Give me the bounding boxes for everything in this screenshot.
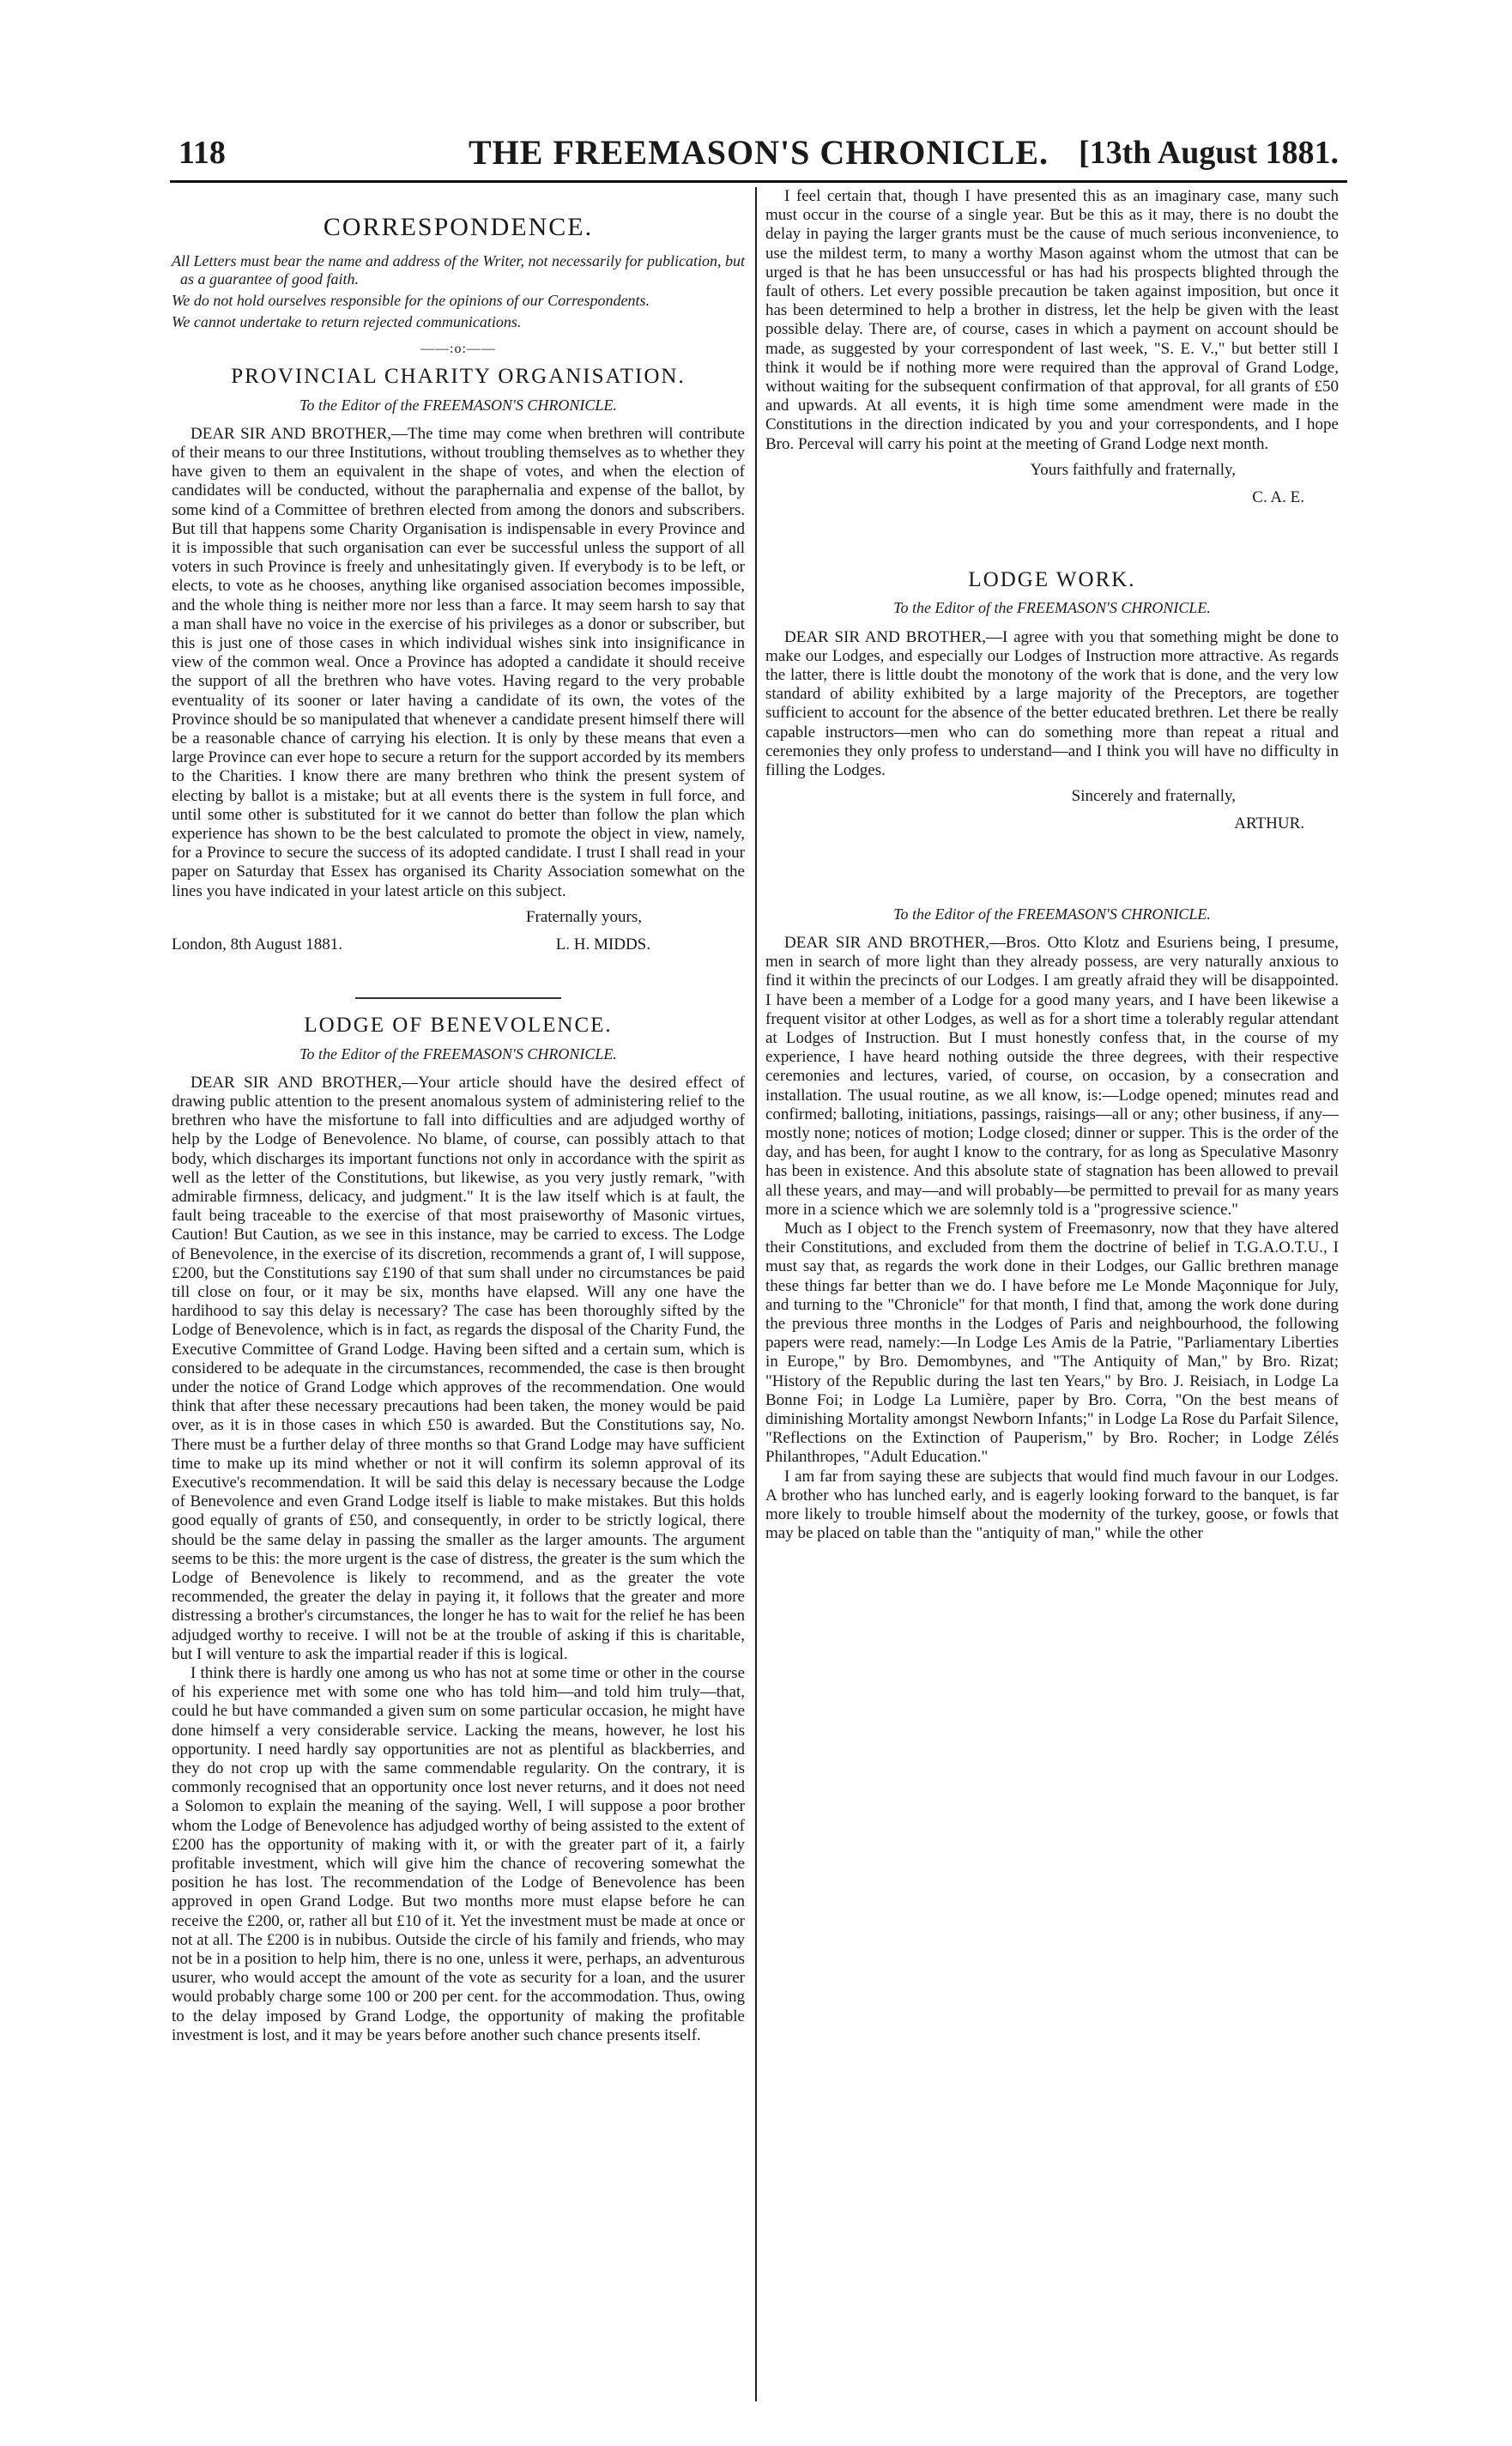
right-column [765, 187, 1339, 1543]
letter-text: —Your article should have the desired effect of drawing public attention to the present anomalous system of administering relief to the brethren who have the misfortune to fall into difficulties and are adjudged worthy of help by the Lodge of Benevolence. No blame, of course, can possibly attach to that body, which discharges its important functions not only in accordance with the spirit as well as the letter of the Constitutions, but likewise, as you very justly remark, "with admirable firmness, delicacy, and judgment." It is the law itself which is at fault, the fault being traceable to the exercise of that most praiseworthy of Masonic virtues, Caution! But Caution, as we see in this instance, may be carried to excess. The Lodge of Benevolence, in the exercise of its discretion, recommends a grant of, I will suppose, £200, but the Constitutions say £190 of that sum shall under no circumstances be paid till close on four, or it may be six, months have elapsed. Will any one have the hardihood to say this delay is necessary? The case has been thoroughly sifted by the Lodge of Benevolence, which is in fact, as regards the disposal of the Charity Fund, the Executive Committee of Grand Lodge. Having been sifted and a certain sum, which is considered to be adequate in the circumstances, recommended, the case is then brought under the notice of Grand Lodge which approves of the recommendation. One would think that after these necessary precautions had been taken, the money would be paid over, as it is in those cases in which £50 is awarded. But the Constitutions say, No. There must be a further delay of three months so that Grand Lodge may have sufficient time to make up its mind whether or not it will confirm its solemn approval of its Executive's recommendation. It will be said this delay is necessary because the Lodge of Benevolence and even Grand Lodge itself is liable to make mistakes. But this holds good equally of grants of £50, and consequently, in order to be strictly logical, there should be the same delay in passing the smaller as the larger amounts. The argument seems to be this: the more urgent is the case of distress, the greater is the sum which the Lodge of Benevolence is likely to recommend, and as the greater the vote recommended, the greater the delay in paying it, it follows that the greater and more distressing a brother's circumstances, the longer he has to wait for the relief he has been adjudged worthy to receive. I will not be at the trouble of asking if this is charitable, but I will venture to ask the impartial reader if this is logical. [172, 1073, 745, 1663]
letter-text: —I agree with you that something might be done to make our Lodges, and especially our Lodges of Instruction more attractive. As regards the latter, there is little doubt the monotony of the work that is done, and the very low standard of ability exhibited by a large majority of the Preceptors, are together sufficient to account for the absence of the better educated brethren. Let there be really capable instructors—men who can do something more than repeat a ritual and ceremonies they only profess to understand—and I think you will have no difficulty in filling the Lodges. [765, 627, 1339, 780]
letter-paragraph: I feel certain that, though I have presented this as an imaginary case, many such must occur in the course of a single year. But be this as it may, there is no doubt the delay in paying the larger grants must be the cause of much serious inconvenience, to use the mildest term, to many a worthy Mason against whom the utmost that can be urged is that he has been unsuccessful or has had his prospects blighted through the fault of others. Let every possible precaution be taken against imposition, but once it has been determined to help a brother in distress, let the help be given with the least possible delay. There are, of course, cases in which a payment on account should be made, as suggested by your correspondent of last week, "S. E. V.," but better still I think it would be if nothing more were required than the approval of Grand Lodge, without waiting for the subsequent confirmation of that approval, for all grants of £50 and upwards. At all events, it is high time some amendment were made in the Constitutions in the direction indicated by you and your correspondents, and I hope Bro. Perceval will carry his point at the meeting of Grand Lodge next month. [765, 187, 1339, 453]
letter-closing: Sincerely and fraternally, [1071, 787, 1236, 806]
page-header [170, 127, 1347, 180]
editorial-note: We cannot undertake to return rejected communications. [172, 313, 522, 331]
letter-paragraph: I am far from saying these are subjects that would find much favour in our Lodges. A brother who has lunched early, and is eagerly looking forward to the banquet, is far more likely to trouble himself about the modernity of the turkey, goose, or fowls that may be placed on table than the "antiquity of man," while the other [765, 1467, 1339, 1543]
letter-paragraph: Much as I object to the French system of Freemasonry, now that they have altered their Constitutions, and excluded from them the doctrine of belief in T.G.A.O.T.U., I must say that, as regards the work done in their Lodges, our Gallic brethren manage these things far better than we do. I have before me Le Monde Maçonnique for July, and turning to the "Chronicle" for that month, I find that, among the work done during the previous three months in the Lodges of Paris and neighbourhood, the following papers were read, namely:—In Lodge Les Amis de la Patrie, "Parliamentary Liberties in Europe," by Bro. Demombynes, and "The Antiquity of Man," by Bro. Rizat; "History of the Republic during the last ten Years," by Bro. J. Reisiach, in Lodge La Bonne Foi; in Lodge La Lumière, paper by Bro. Corra, "On the best means of diminishing Mortality amongst Newborn Infants;" in Lodge La Rose du Parfait Silence, "Reflections on the Extinction of Pauperism," by Bro. Rocher; in Lodge Zélés Philanthropes, "Adult Education." [765, 1219, 1339, 1467]
letter-body [172, 1074, 745, 1664]
to-editor-line: To the Editor of the FREEMASON'S CHRONICLE. [893, 905, 1211, 923]
to-editor-line: To the Editor of the FREEMASON'S CHRONICLE. [299, 396, 617, 414]
column-divider [755, 187, 757, 2401]
letter-body [765, 628, 1339, 781]
signature-line [172, 935, 745, 954]
salutation: DEAR SIR AND BROTHER, [784, 627, 987, 646]
salutation: DEAR SIR AND BROTHER, [191, 1073, 402, 1092]
place-date: London, 8th August 1881. [172, 935, 342, 954]
letter-body [765, 934, 1339, 1220]
spacer [765, 507, 1339, 562]
editorial-note: We do not hold ourselves responsible for the opinions of our Correspondents. [172, 292, 650, 310]
to-editor-line: To the Editor of the FREEMASON'S CHRONICLE. [893, 599, 1211, 617]
issue-date: [13th August 1881. [1079, 135, 1339, 171]
to-editor-line: To the Editor of the FREEMASON'S CHRONICLE. [299, 1044, 617, 1063]
letter-signature: C. A. E. [1252, 488, 1304, 507]
correspondence-heading: CORRESPONDENCE. [323, 213, 594, 241]
article-heading: PROVINCIAL CHARITY ORGANISATION. [231, 365, 686, 389]
header-rule [170, 180, 1347, 183]
masthead-title: THE FREEMASON'S CHRONICLE. [468, 133, 1049, 172]
editorial-note: All Letters must bear the name and address of the Writer, not necessarily for publication, but as a guarantee of good faith. [172, 252, 745, 288]
section-separator: ——:o:—— [420, 342, 496, 357]
letter-body [172, 425, 745, 901]
article-heading: LODGE OF BENEVOLENCE. [304, 1014, 613, 1038]
letter-text: —The time may come when brethren will contribute of their means to our three Institutions, without troubling themselves as to whether they have given to them an equivalent in the shape of votes, and when the election of candidates will be conducted, without the paraphernalia and expense of the ballot, by some kind of a Committee of brethren elected from among the donors and subscribers. But till that happens some Charity Organisation is indispensable in every Province and it is impossible that such organisation can ever be successful unless the support of all voters in such Province is freely and unhesitatingly given. If everybody is to be left, or elects, to vote as he chooses, anything like organised association becomes impossible, and the whole thing is neither more nor less than a farce. It may seem harsh to say that a man shall have no voice in the exercise of his privileges as a donor or subscriber, but this is just one of those cases in which individual wishes sink into insignificance in view of the common weal. Once a Province has adopted a candidate it should receive the support of all the brethren who have votes. Having regard to the very probable eventuality of its sooner or later having a candidate of its own, the votes of the Province should be so manipulated that whenever a candidate present himself there will be a reasonable chance of carrying his election. It is only by these means that even a large Province can ever hope to secure a return for the support accorded by its members to the Charities. I know there are many brethren who think the present system of electing by ballot is a mistake; but at all events there is the system in full force, and until some other is substituted for it we cannot do better than follow the plan which experience has shown to be the best calculated to promote the object in view, namely, for a Province to secure the success of its adopted candidate. I trust I shall read in your paper on Saturday that Essex has organised its Charity Association somewhat on the lines you have indicated in your latest article on this subject. [172, 424, 745, 900]
salutation: DEAR SIR AND BROTHER, [784, 933, 989, 952]
spacer [765, 834, 1339, 903]
article-heading: LODGE WORK. [968, 568, 1136, 592]
letter-paragraph: I think there is hardly one among us who has not at some time or other in the course of his experience met with some one who has told him—and told him truly—that, could he but have commanded a given sum on some particular occasion, he might have done himself a very considerable service. Lacking the means, however, he lost his opportunity. I need hardly say opportunities are not as plentiful as blackberries, and they do not crop up with the same commendable regularity. On the contrary, it is commonly recognised that an opportunity once lost never returns, and it does not need a Solomon to explain the meaning of the saying. Well, I will suppose a poor brother whom the Lodge of Benevolence has adjudged worthy of being assisted to the extent of £200 has the opportunity of making with it, or with the greater part of it, a fairly profitable investment, which will give him the chance of recovering somewhat the position he has lost. The recommendation of the Lodge of Benevolence has been approved in open Grand Lodge. But two months more must elapse before he can receive the £200, or, rather all but £10 of it. Yet the investment must be made at once or not at all. The £200 is in nubibus. Outside the circle of his family and friends, who may not be in a position to help him, there is no one, unless it were, perhaps, an adventurous usurer, who would accept the amount of the vote as security for a loan, and the usurer would probably charge some 100 or 200 per cent. for the accommodation. Thus, owing to the delay imposed by Grand Lodge, the opportunity of making the profitable investment is lost, and it may be years before another such chance presents itself. [172, 1664, 745, 2044]
letter-closing: Fraternally yours, [525, 907, 642, 926]
left-column [172, 187, 745, 2045]
salutation: DEAR SIR AND BROTHER, [191, 424, 392, 443]
letter-text: —Bros. Otto Klotz and Esuriens being, I presume, men in search of more light than they already possess, are very naturally anxious to find it within the precincts of our Lodges. I am greatly afraid they will be disappointed. I have been a member of a Lodge for a good many years, and I have been likewise a frequent visitor at other Lodges, as well as for a short time a tolerably regular attendant at Lodges of Instruction. But I must honestly confess that, in the course of my experience, I have heard nothing outside the three degrees, with their respective ceremonies and lectures, varied, of course, on occasion, by a consecration and installation. The usual routine, as we all know, is:—Lodge opened; minutes read and confirmed; balloting, initiations, passings, raisings—all or any; other business, if any—mostly none; notices of motion; Lodge closed; dinner or supper. This is the order of the day, and has been, for aught I know to the contrary, for as long as Speculative Masonry has been in existence. And this absolute state of stagnation has been allowed to prevail all these years, and may—and will probably—be permitted to prevail for as many years more in a science which we are solemnly told is a "progressive science." [765, 933, 1339, 1219]
page-number: 118 [178, 135, 226, 171]
letter-closing: Yours faithfully and fraternally, [1030, 460, 1236, 479]
section-divider [355, 997, 561, 999]
letter-signature: L. H. MIDDS. [555, 935, 650, 954]
letter-signature: ARTHUR. [1234, 814, 1304, 833]
